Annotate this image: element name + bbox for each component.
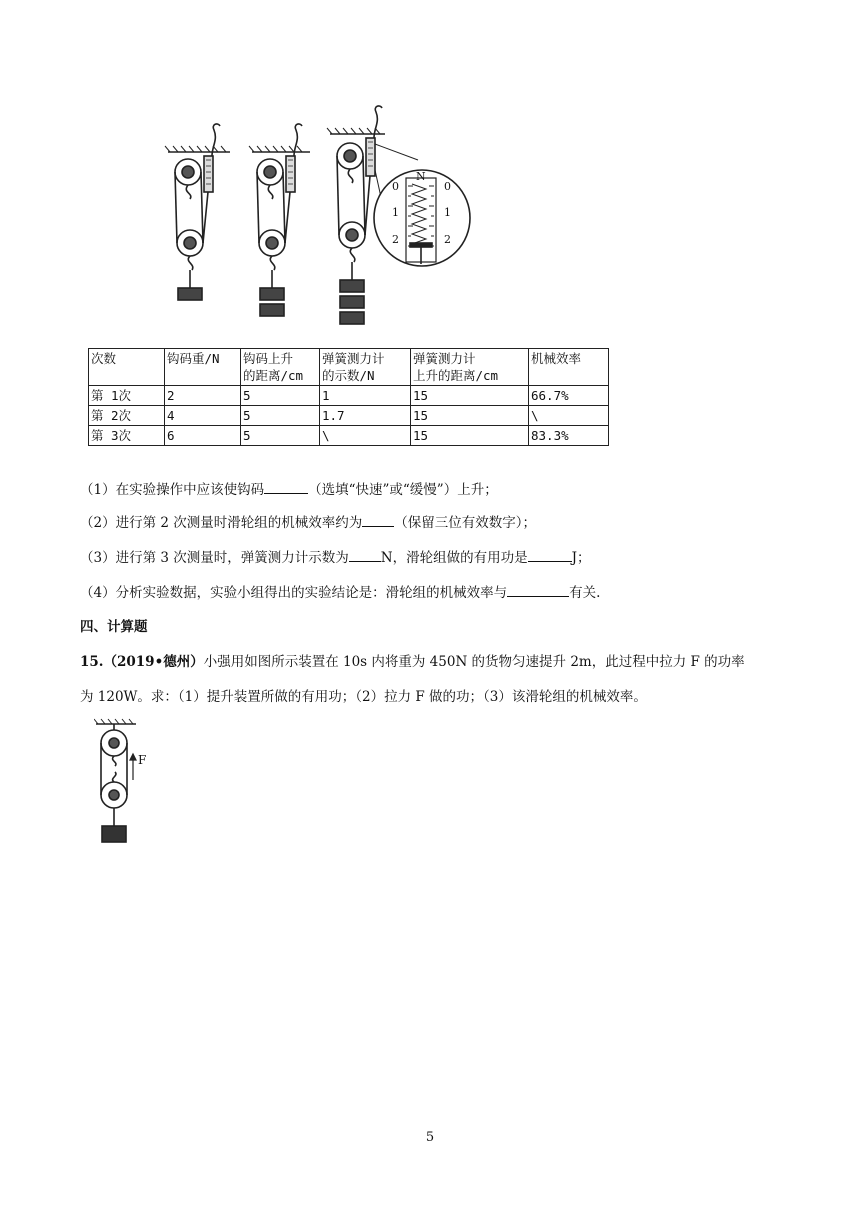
table-cell: 15 [411, 426, 529, 446]
question-4: （4）分析实验数据，实验小组得出的实验结论是：滑轮组的机械效率与 有关. [80, 582, 600, 603]
dial-label-right-2: 2 [444, 233, 451, 246]
force-label: F [138, 753, 147, 767]
answer-blank [349, 547, 381, 562]
answer-blank [507, 582, 569, 597]
table-header-cell: 钩码上升 的距离/cm [241, 349, 320, 386]
table-cell: 1.7 [320, 406, 411, 426]
table-row [89, 426, 609, 446]
table-row [89, 406, 609, 426]
table-cell: \ [320, 426, 411, 446]
problem-15-line-1: 15.（2019•德州）小强用如图所示装置在 10s 内将重为 450N 的货物匀速提升 2m，此过程中拉力 F 的功率 [80, 654, 745, 670]
table-cell: 2 [165, 386, 241, 406]
dial-label-right-0: 0 [444, 180, 451, 193]
table-cell: 第 1次 [89, 386, 165, 406]
pulley-experiment-figure [160, 100, 480, 340]
table-cell: 5 [241, 426, 320, 446]
table-header-cell: 弹簧测力计 上升的距离/cm [411, 349, 529, 386]
page-number: 5 [425, 1130, 435, 1145]
dial-label-left-1: 1 [392, 206, 399, 219]
question-3: （3）进行第 3 次测量时，弹簧测力计示数为 N，滑轮组做的有用功是 J； [80, 547, 591, 568]
table-cell: 66.7% [529, 386, 609, 406]
table-cell: \ [529, 406, 609, 426]
table-cell: 5 [241, 386, 320, 406]
table-header-cell: 机械效率 [529, 349, 609, 386]
table-cell: 1 [320, 386, 411, 406]
table-cell: 15 [411, 406, 529, 426]
dial-label-left-2: 2 [392, 233, 399, 246]
dial-unit-label: N [416, 170, 426, 183]
table-cell: 4 [165, 406, 241, 426]
table-cell: 83.3% [529, 426, 609, 446]
answer-blank [264, 479, 308, 494]
table-row [89, 386, 609, 406]
answer-blank [528, 547, 572, 562]
table-header-cell: 次数 [89, 349, 165, 386]
answer-blank [362, 512, 394, 527]
experiment-data-table [88, 348, 609, 446]
table-cell: 第 2次 [89, 406, 165, 426]
question-2: （2）进行第 2 次测量时滑轮组的机械效率约为 （保留三位有效数字）； [80, 512, 536, 533]
question-1: （1）在实验操作中应该使钩码 （选填“快速”或“缓慢”）上升； [80, 479, 498, 500]
section-title: 四、计算题 [80, 619, 148, 635]
dial-label-left-0: 0 [392, 180, 399, 193]
problem-source: （2019•德州） [103, 654, 204, 670]
table-cell: 第 3次 [89, 426, 165, 446]
table-header-row [89, 349, 609, 386]
problem-number: 15. [80, 654, 104, 670]
problem-15-line-2: 为 120W。求：（1）提升装置所做的有用功；（2）拉力 F 做的功；（3）该滑轮组的机械效率。 [80, 689, 647, 705]
table-cell: 15 [411, 386, 529, 406]
table-cell: 5 [241, 406, 320, 426]
table-header-cell: 弹簧测力计 的示数/N [320, 349, 411, 386]
dial-label-right-1: 1 [444, 206, 451, 219]
pulley-system-figure [94, 718, 174, 848]
table-header-cell: 钩码重/N [165, 349, 241, 386]
table-cell: 6 [165, 426, 241, 446]
